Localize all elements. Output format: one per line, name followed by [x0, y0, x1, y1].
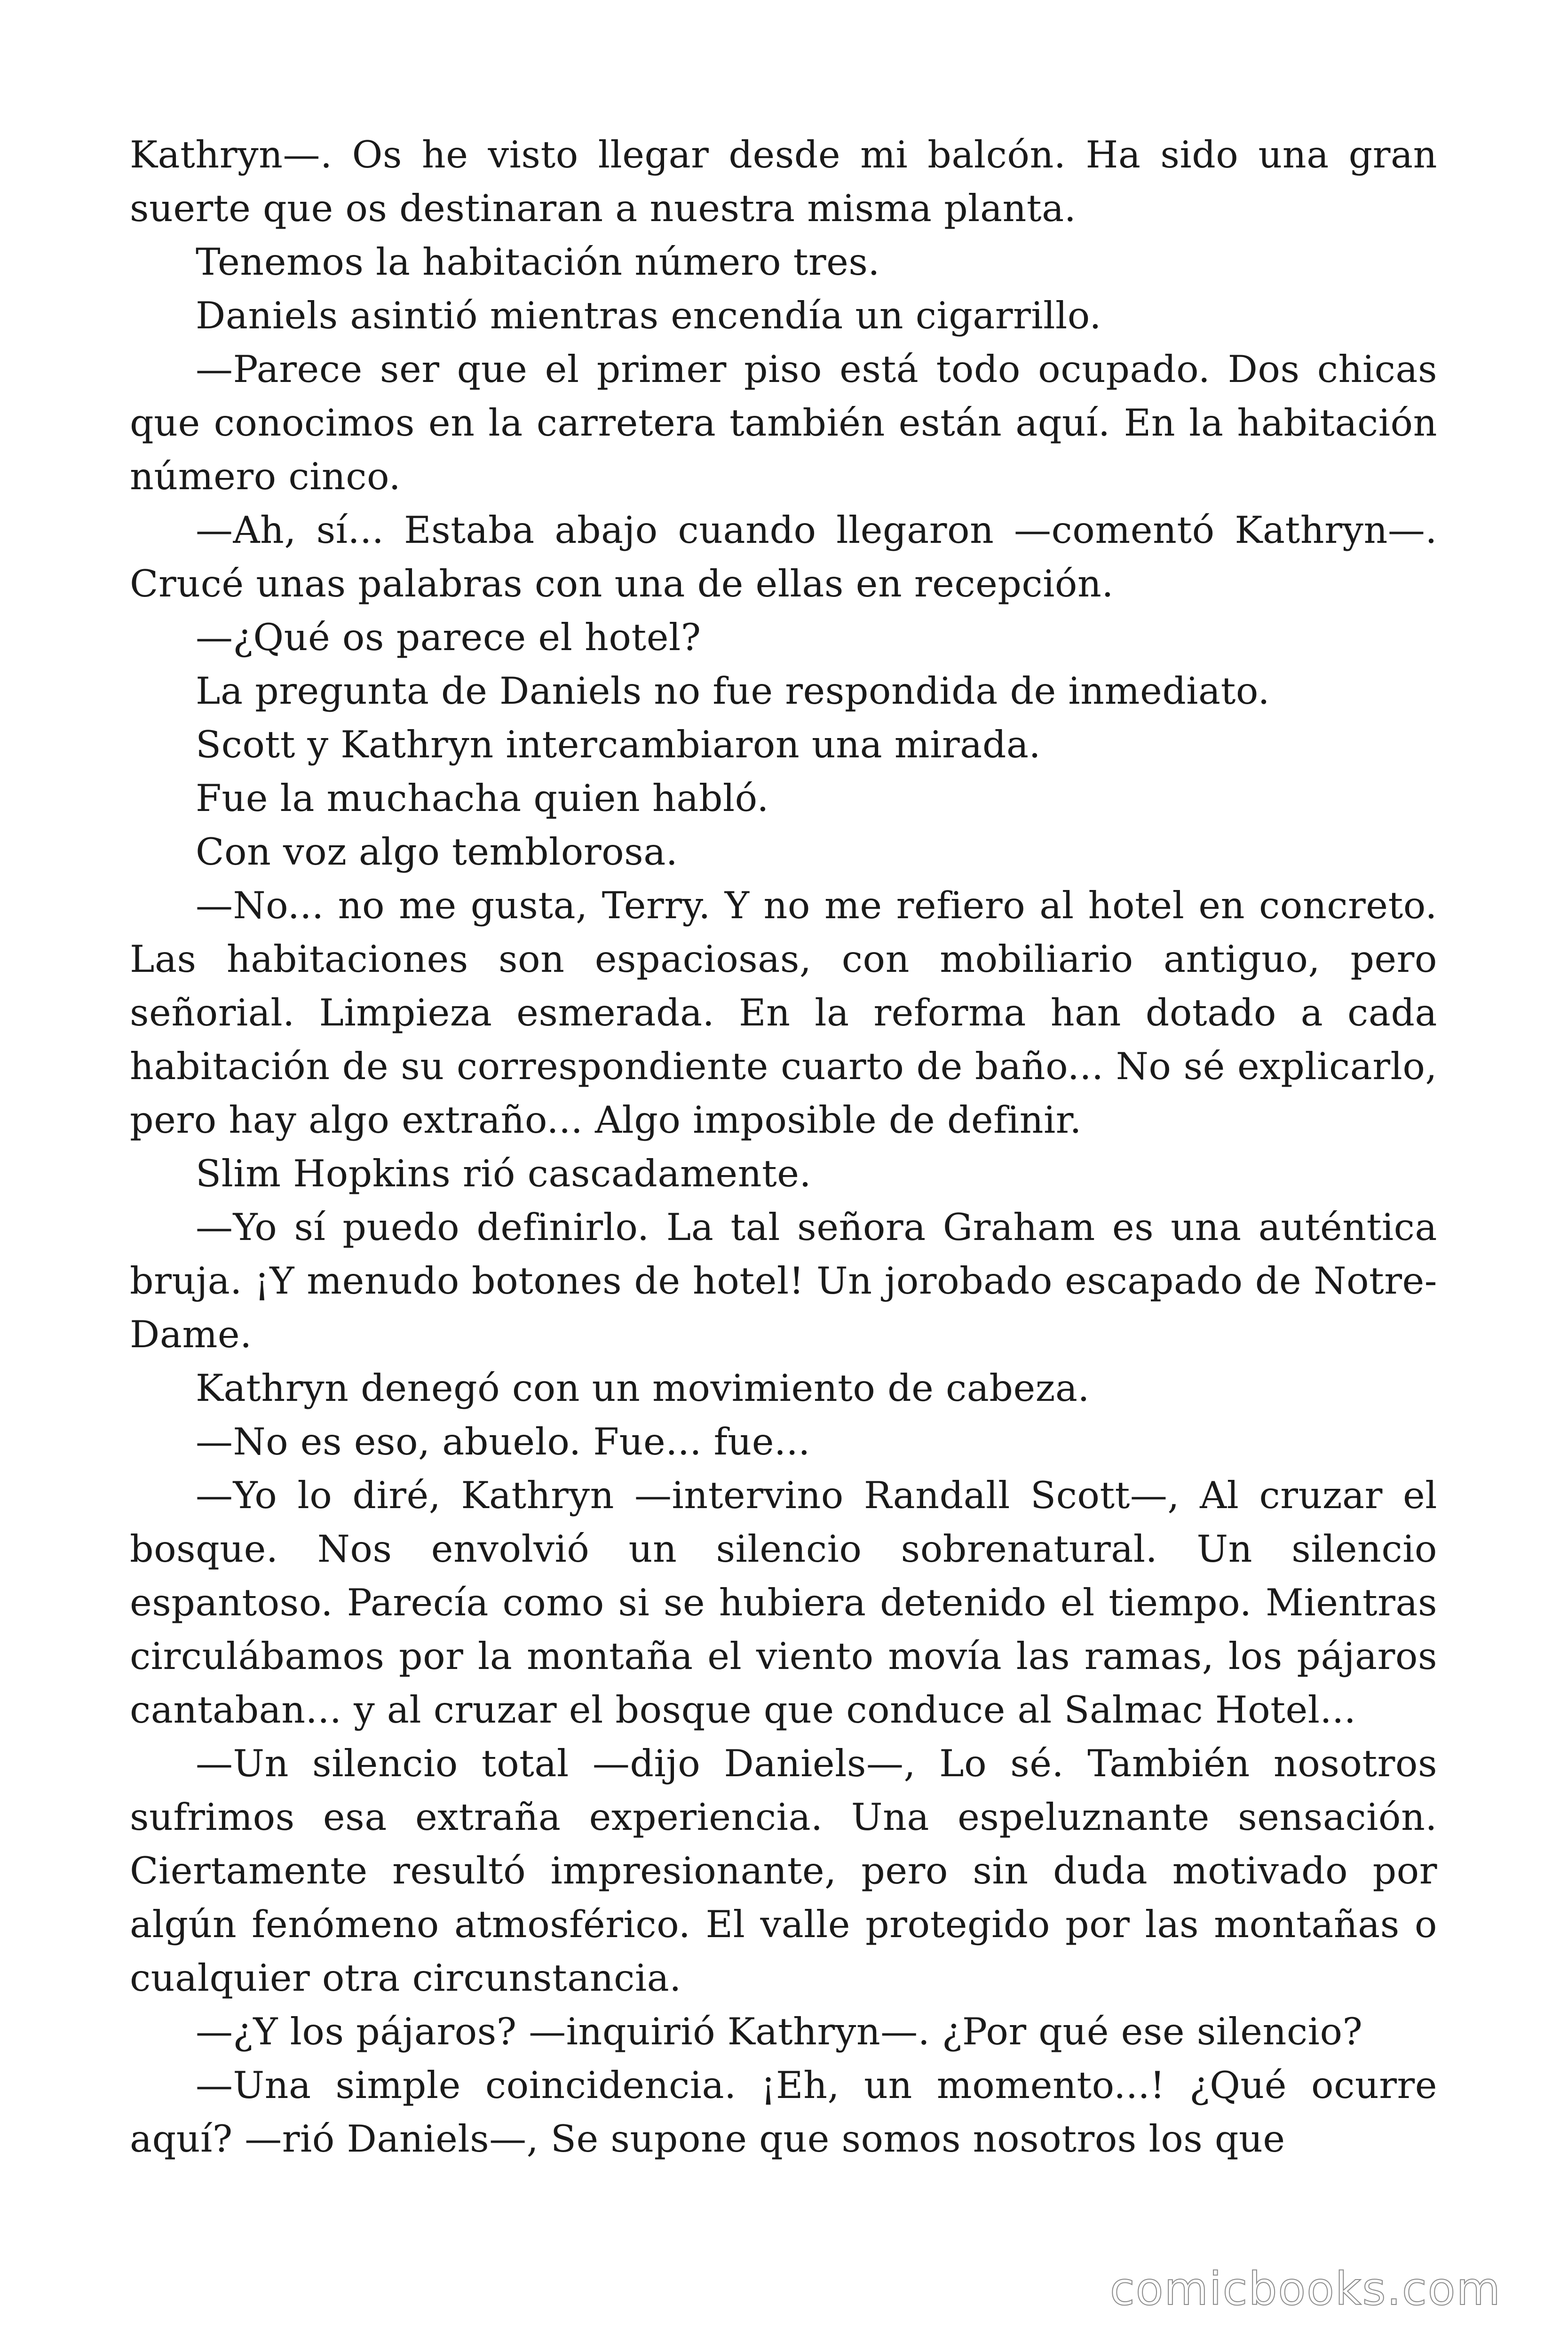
- paragraph: —No es eso, abuelo. Fue... fue...: [196, 1420, 810, 1463]
- paragraph: Slim Hopkins rió cascadamente.: [196, 1152, 812, 1195]
- paragraph: —No... no me gusta, Terry. Y no me refiero al hotel en concreto. Las habitaciones son espaciosas, con mobiliario antiguo, pero señorial. Limpieza esmerada. En la reforma han dotado a cada habitación de su correspondiente cuarto de baño... No sé explicarlo, pero hay algo extraño... Algo imposible de definir.: [130, 884, 1437, 1142]
- paragraph: —Parece ser que el primer piso está todo ocupado. Dos chicas que conocimos en la carretera también están aquí. En la habitación número cinco.: [130, 348, 1437, 498]
- paragraph: —Un silencio total —dijo Daniels—, Lo sé. También nosotros sufrimos esa extraña experiencia. Una espeluznante sensación. Ciertamente resultó impresionante, pero sin duda motivado por algún fenómeno atmosférico. El valle protegido por las montañas o cualquier otra circunstancia.: [130, 1742, 1437, 2000]
- paragraph: Fue la muchacha quien habló.: [196, 777, 769, 820]
- paragraph: Kathryn denegó con un movimiento de cabeza.: [196, 1367, 1090, 1410]
- paragraph: La pregunta de Daniels no fue respondida de inmediato.: [196, 669, 1270, 713]
- page-body: [130, 128, 1437, 2166]
- paragraph: Kathryn—. Os he visto llegar desde mi balcón. Ha sido una gran suerte que os destinaran a nuestra misma planta.: [130, 133, 1437, 230]
- paragraph: Con voz algo temblorosa.: [196, 830, 678, 874]
- paragraph: —Yo sí puedo definirlo. La tal señora Graham es una auténtica bruja. ¡Y menudo botones de hotel! Un jorobado escapado de Notre-Dame.: [130, 1206, 1437, 1356]
- paragraph: —¿Qué os parece el hotel?: [196, 616, 701, 659]
- paragraph: —Yo lo diré, Kathryn —intervino Randall Scott—, Al cruzar el bosque. Nos envolvió un silencio sobrenatural. Un silencio espantoso. Parecía como si se hubiera detenido el tiempo. Mientras circulábamos por la montaña el viento movía las ramas, los pájaros cantaban... y al cruzar el bosque que conduce al Salmac Hotel...: [130, 1474, 1437, 1732]
- paragraph: Daniels asintió mientras encendía un cigarrillo.: [196, 294, 1102, 337]
- watermark: comicbooks.com: [1109, 2263, 1501, 2315]
- paragraph: —Una simple coincidencia. ¡Eh, un momento...! ¿Qué ocurre aquí? —rió Daniels—, Se supone que somos nosotros los que: [130, 2064, 1437, 2161]
- paragraph: Scott y Kathryn intercambiaron una mirada.: [196, 723, 1041, 766]
- paragraph: Tenemos la habitación número tres.: [196, 240, 880, 284]
- paragraph: —Ah, sí... Estaba abajo cuando llegaron —comentó Kathryn—. Crucé unas palabras con una de ellas en recepción.: [130, 509, 1437, 605]
- paragraph: —¿Y los pájaros? —inquirió Kathryn—. ¿Por qué ese silencio?: [196, 2010, 1363, 2053]
